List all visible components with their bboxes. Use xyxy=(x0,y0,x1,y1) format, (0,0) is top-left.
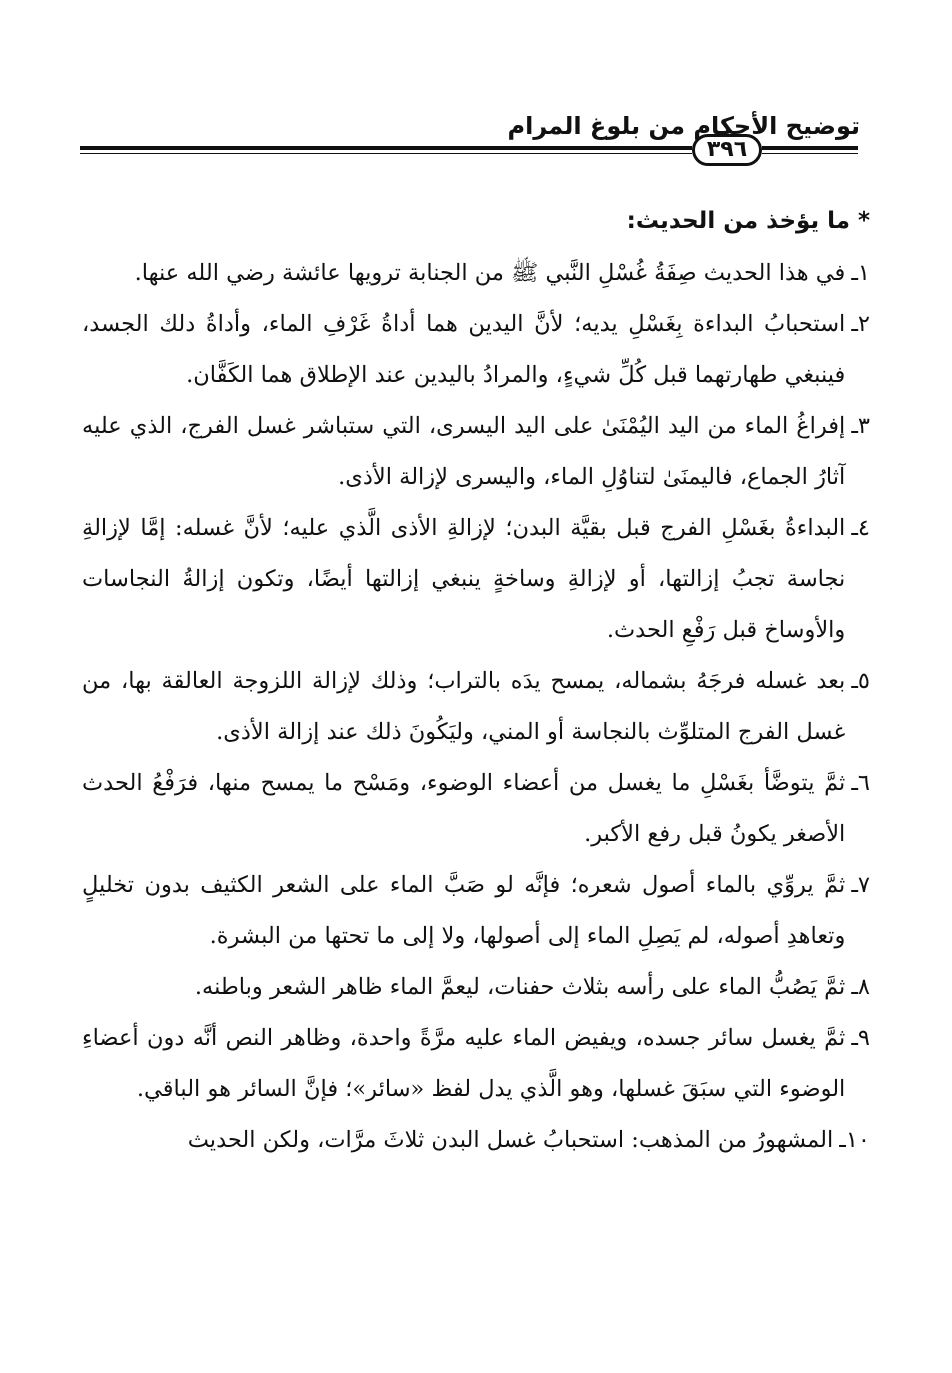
item-text: المشهورُ من المذهب: استحبابُ غسل البدن ثلاثَ مرَّات، ولكن الحديث xyxy=(187,1127,834,1153)
header-rule-right-thick xyxy=(762,146,858,150)
item-text: البداءةُ بغَسْلِ الفرج قبل بقيَّة البدن؛ لإزالةِ الأذى الَّذي عليه؛ لأنَّ غسله: إمَّا لإزالةِ نجاسة تجبُ إزالتها، أو لإزالةِ وساخةٍ ينبغي إزالتها أيضًا، وتكون إزالةُ النجاسات والأوساخ قبل رَفْعِ الحدث. xyxy=(82,515,846,643)
list-item xyxy=(82,1013,870,1115)
list-item xyxy=(82,1115,870,1166)
item-text: إفراغُ الماء من اليد اليُمْنَىٰ على اليد اليسرى، التي ستباشر غسل الفرج، الذي عليه آثارُ الجماع، فاليمنَىٰ لتناوُلِ الماء، واليسرى لإزالة الأذى. xyxy=(82,413,846,490)
item-text: استحبابُ البداءة بِغَسْلِ يديه؛ لأنَّ اليدين هما أداةُ غَرْفِ الماء، وأداةُ دلك الجسد، فينبغي طهارتهما قبل كُلِّ شيءٍ، والمرادُ باليدين عند الإطلاق هما الكَفَّان. xyxy=(82,311,846,388)
item-number: ٣ـ xyxy=(851,413,870,439)
header-rule-right-thin xyxy=(762,153,858,154)
item-number: ٨ـ xyxy=(851,974,870,1000)
list-item xyxy=(82,656,870,758)
item-number: ١٠ـ xyxy=(839,1127,870,1153)
list-item xyxy=(82,248,870,299)
list-item xyxy=(82,860,870,962)
item-number: ٦ـ xyxy=(851,770,870,796)
item-text: ثمَّ يروِّي بالماء أصول شعره؛ فإنَّه لو صَبَّ الماء على الشعر الكثيف بدون تخليلٍ وتعاهدِ أصوله، لم يَصِلِ الماء إلى أصولها، ولا إلى ما تحتها من البشرة. xyxy=(82,872,846,949)
page-body xyxy=(82,196,870,1166)
book-title: توضيح الأحكام من بلوغ المرام xyxy=(507,112,860,140)
header-rule-left-thin xyxy=(80,153,692,154)
list-item xyxy=(82,758,870,860)
list-item xyxy=(82,401,870,503)
list-item xyxy=(82,962,870,1013)
item-number: ٢ـ xyxy=(851,311,870,337)
item-text: ثمَّ يتوضَّأ بغَسْلِ ما يغسل من أعضاء الوضوء، ومَسْح ما يمسح منها، فرَفْعُ الحدث الأصغر يكونُ قبل رفع الأكبر. xyxy=(82,770,846,847)
item-text: بعد غسله فرجَهُ بشماله، يمسح يدَه بالتراب؛ وذلك لإزالة اللزوجة العالقة بها، من غسل الفرج المتلوِّث بالنجاسة أو المني، وليَكُونَ ذلك عند إزالة الأذى. xyxy=(82,668,846,745)
item-text: في هذا الحديث صِفَةُ غُسْلِ النَّبي ﷺ من الجنابة ترويها عائشة رضي الله عنها. xyxy=(134,260,846,286)
item-text: ثمَّ يغسل سائر جسده، ويفيض الماء عليه مرَّةً واحدة، وظاهر النص أنَّه دون أعضاءِ الوضوء التي سبَقَ غسلها، وهو الَّذي يدل لفظ «سائر»؛ فإنَّ السائر هو الباقي. xyxy=(82,1025,846,1102)
item-number: ٤ـ xyxy=(851,515,870,541)
list-item xyxy=(82,503,870,656)
section-heading: * ما يؤخذ من الحديث: xyxy=(626,208,870,234)
list-item xyxy=(82,299,870,401)
header-rule-left-thick xyxy=(80,146,692,150)
item-text: ثمَّ يَصُبُّ الماء على رأسه بثلاث حفنات، ليعمَّ الماء ظاهر الشعر وباطنه. xyxy=(194,974,846,1000)
item-number: ٩ـ xyxy=(851,1025,870,1051)
page-number: ٣٩٦ xyxy=(692,134,762,166)
item-number: ٥ـ xyxy=(851,668,870,694)
item-number: ١ـ xyxy=(851,260,870,286)
item-number: ٧ـ xyxy=(851,872,870,898)
